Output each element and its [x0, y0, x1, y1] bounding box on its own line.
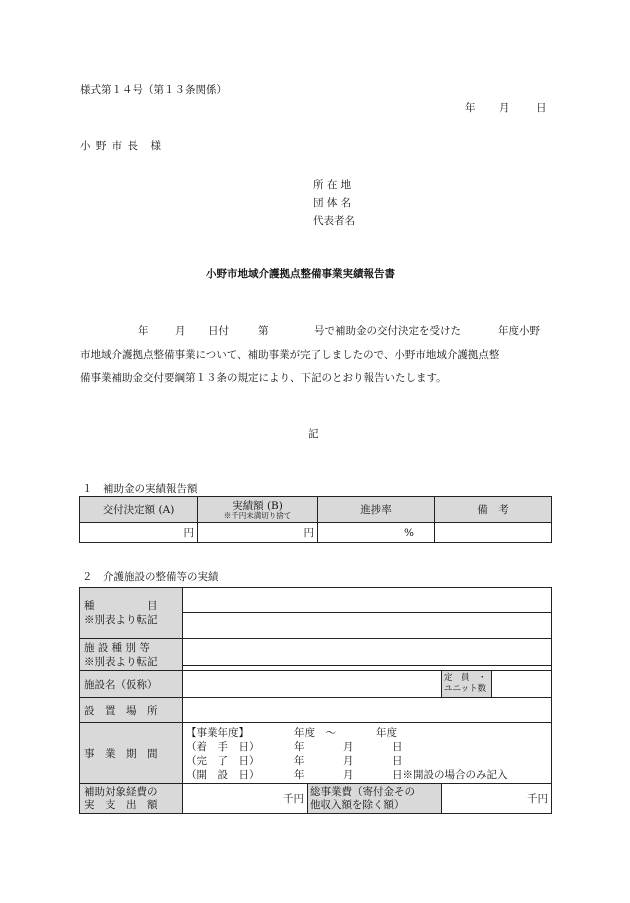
- facility-name-value[interactable]: [183, 671, 442, 698]
- start-day: 日: [392, 741, 403, 753]
- expenditure-label-a: 補助対象経費の: [84, 785, 158, 798]
- section1-heading: １ 補助金の実績報告額: [82, 483, 198, 495]
- facility-type-label-a: 施 設 種 別 等: [84, 641, 150, 654]
- total-cost-label-b: 他収入額を除く額）: [310, 798, 405, 811]
- representative-label: 代表者名: [313, 215, 355, 227]
- body-year: 年: [138, 325, 149, 337]
- completion-day: 日: [392, 755, 403, 767]
- capacity-label-b: ユニット数: [444, 684, 487, 694]
- completion-year: 年: [294, 755, 305, 767]
- col-actual-amount-note: ※千円未満切り捨て: [223, 510, 292, 520]
- remarks-cell[interactable]: [435, 523, 552, 543]
- document-title: 小野市地域介護拠点整備事業実績報告書: [206, 268, 395, 280]
- total-cost-value[interactable]: 千円: [442, 784, 552, 814]
- opening-day: 日※開設の場合のみ記入: [392, 769, 508, 781]
- col-actual-amount-label: 実績額 (B): [232, 499, 283, 512]
- capacity-value[interactable]: [492, 671, 552, 698]
- date-month-label: 月: [499, 102, 510, 114]
- org-name-label: 団 体 名: [313, 197, 352, 209]
- opening-year: 年: [294, 769, 305, 781]
- opening-date-label: （開 設 日）: [186, 769, 260, 781]
- start-date-label: （着 手 日）: [186, 741, 260, 753]
- date-year-label: 年: [465, 102, 476, 114]
- start-year: 年: [294, 741, 305, 753]
- fiscal-year-label: 【事業年度】: [186, 727, 249, 739]
- project-period-label: 事 業 期 間: [80, 723, 183, 784]
- addressee: 小 野 市 長 様: [80, 140, 163, 152]
- category-label-b: ※別表より転記: [84, 614, 158, 626]
- location-value[interactable]: [183, 698, 552, 723]
- col-remarks: 備 考: [435, 497, 552, 523]
- fiscal-year-to: 年度: [376, 727, 397, 739]
- grant-table-header: [80, 497, 552, 523]
- facility-type-label-b: ※別表より転記: [84, 655, 158, 668]
- total-cost-label-a: 総事業費（寄付金その: [310, 785, 415, 798]
- category-label-a: 種 目: [84, 600, 158, 612]
- category-label: [80, 588, 183, 639]
- col-actual-amount: [198, 497, 318, 523]
- grant-report-table: [79, 496, 552, 543]
- body-fiscal-year: 年度小野: [498, 325, 540, 337]
- body-month: 月: [175, 325, 186, 337]
- capacity-label-a: 定 員 ・: [444, 673, 487, 683]
- facility-type-value-1[interactable]: [183, 639, 552, 666]
- total-cost-label: [308, 784, 442, 814]
- body-grant-decision: 号で補助金の交付決定を受けた: [314, 325, 461, 337]
- body-day: 日付: [208, 325, 229, 337]
- category-value-1[interactable]: [183, 588, 552, 613]
- form-number: 様式第１４号（第１３条関係）: [80, 84, 227, 96]
- start-month: 月: [343, 741, 354, 753]
- expenditure-label: [80, 784, 183, 814]
- actual-amount-cell[interactable]: 円: [198, 523, 318, 543]
- progress-rate-cell[interactable]: %: [318, 523, 435, 543]
- decision-amount-cell[interactable]: 円: [80, 523, 198, 543]
- facility-table: [79, 587, 552, 814]
- completion-date-label: （完 了 日）: [186, 755, 260, 767]
- facility-type-label: [80, 639, 183, 671]
- body-line-2: 市地域介護拠点整備事業について、補助事業が完了しましたので、小野市地域介護拠点整: [80, 349, 500, 361]
- grant-table-row: [80, 523, 552, 543]
- capacity-label: [442, 671, 492, 698]
- facility-name-label: 施設名（仮称）: [80, 671, 183, 698]
- expenditure-value[interactable]: 千円: [183, 784, 308, 814]
- completion-month: 月: [343, 755, 354, 767]
- body-line-3: 備事業補助金交付要綱第１３条の規定により、下記のとおり報告いたします。: [80, 372, 447, 384]
- project-period-value: [183, 723, 552, 784]
- opening-month: 月: [343, 769, 354, 781]
- expenditure-label-b: 実 支 出 額: [84, 798, 158, 811]
- fiscal-year-from: 年度 ～: [294, 727, 336, 739]
- col-progress-rate: 進捗率: [318, 497, 435, 523]
- section2-heading: ２ 介護施設の整備等の実績: [82, 571, 219, 583]
- address-label: 所 在 地: [313, 179, 352, 191]
- col-decision-amount: 交付決定額 (A): [80, 497, 198, 523]
- category-value-2[interactable]: [183, 613, 552, 639]
- body-dai: 第: [258, 325, 269, 337]
- date-day-label: 日: [536, 102, 547, 114]
- location-label: 設 置 場 所: [80, 698, 183, 723]
- ki-mark: 記: [308, 428, 319, 440]
